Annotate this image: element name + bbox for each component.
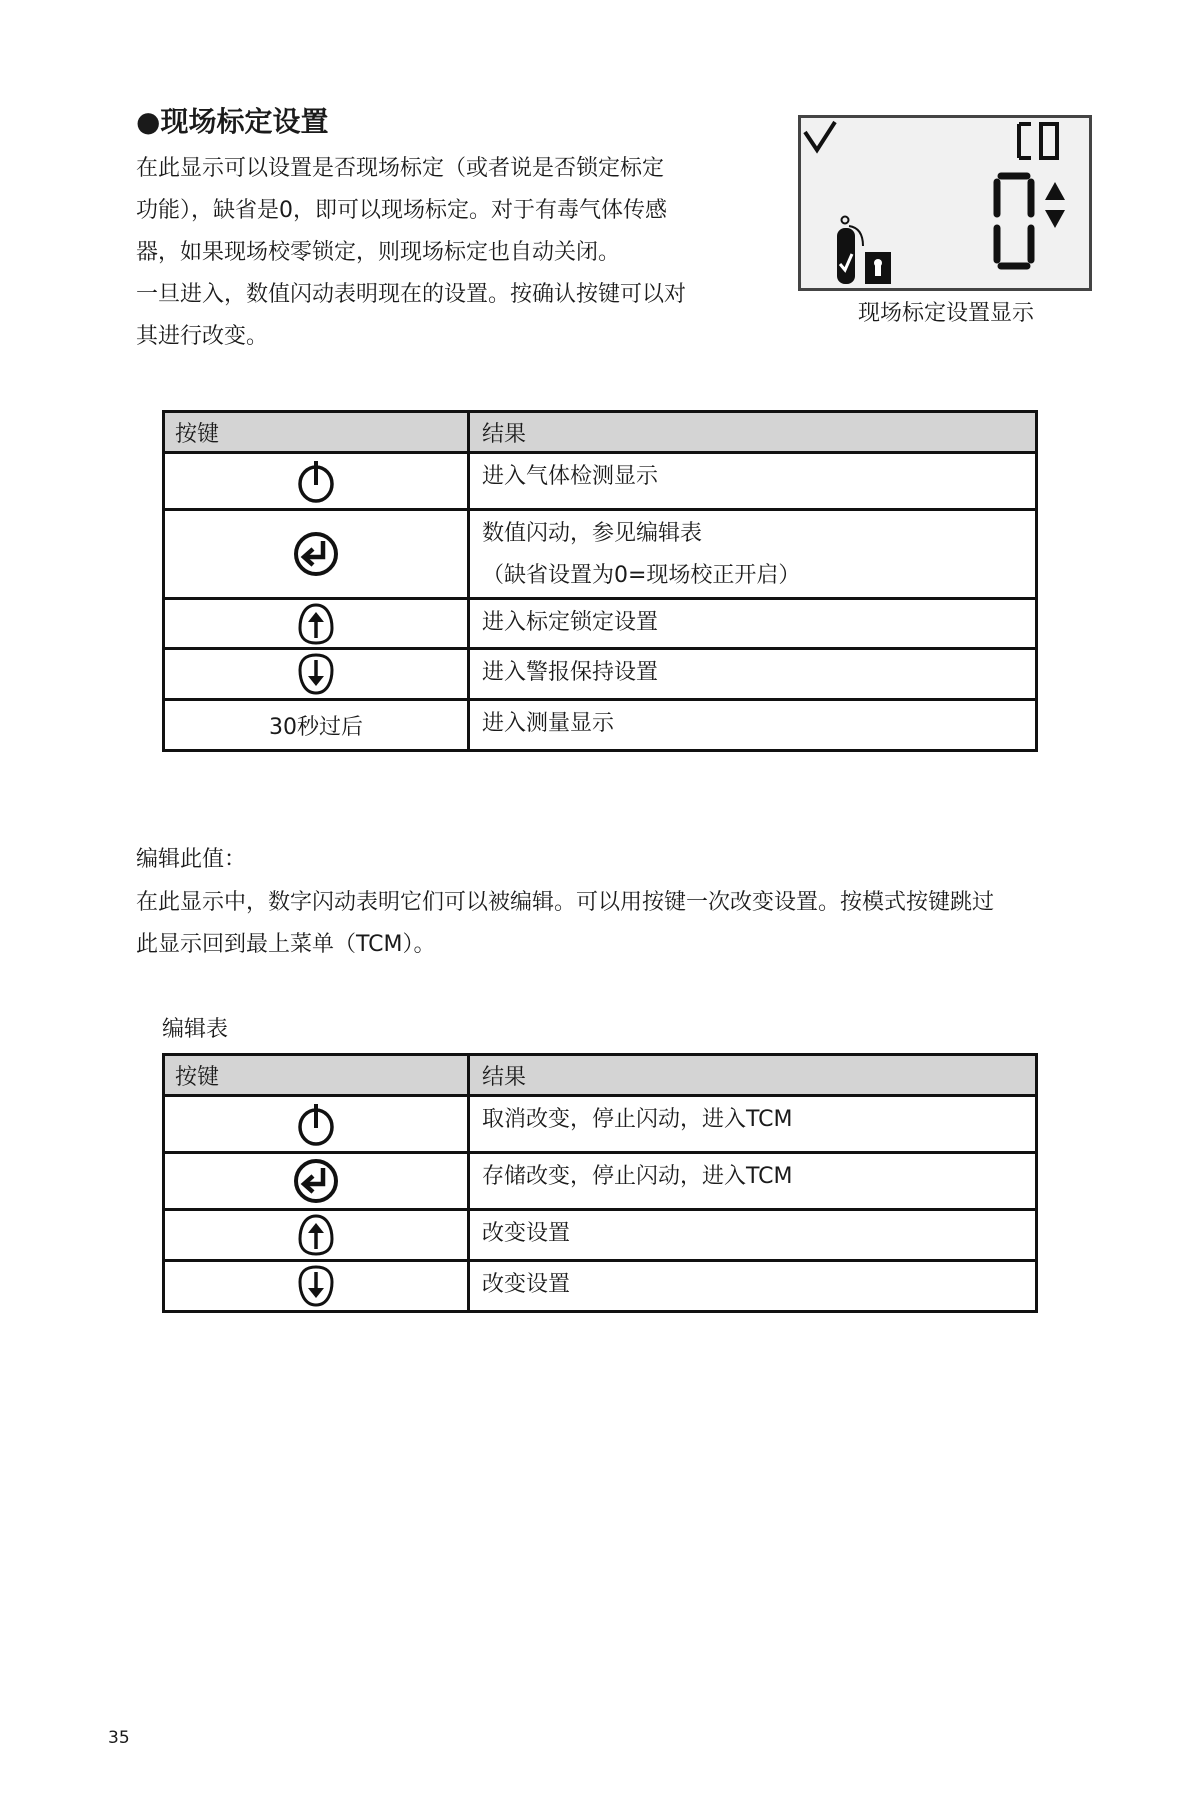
table-row (164, 649, 1037, 700)
value-digit-zero (997, 176, 1031, 266)
header-key: 按键 (164, 412, 469, 453)
key-cell (164, 1261, 469, 1312)
edit-table (162, 1053, 1038, 1313)
down-arrow-icon (296, 1264, 336, 1308)
result-cell: 存储改变，停止闪动，进入TCM (469, 1153, 1037, 1210)
paragraph-line: 在此显示可以设置是否现场标定（或者说是否锁定标定 (136, 156, 665, 181)
key-cell (164, 453, 469, 510)
key-cell (164, 599, 469, 649)
edit-table-label: 编辑表 (162, 1017, 229, 1042)
section-title-text: 现场标定设置 (160, 105, 329, 138)
checkmark-icon (805, 122, 835, 150)
lcd-graphic (801, 118, 1089, 288)
table-row (164, 599, 1037, 649)
enter-icon (293, 531, 339, 577)
lock-icon (865, 252, 891, 284)
result-text: （缺省设置为0=现场校正开启） (482, 563, 801, 588)
intro-paragraph (136, 148, 756, 358)
paragraph-line: 此显示回到最上菜单（TCM）。 (136, 932, 436, 957)
header-result: 结果 (469, 412, 1037, 453)
result-text: 数值闪动，参见编辑表 (482, 521, 703, 546)
paragraph-line: 在此显示中，数字闪动表明它们可以被编辑。可以用按键一次改变设置。按模式按键跳过 (136, 890, 995, 915)
power-icon (296, 1102, 336, 1146)
up-down-arrows-icon (1045, 182, 1065, 228)
table-row (164, 510, 1037, 599)
result-cell: 改变设置 (469, 1210, 1037, 1261)
key-cell (164, 510, 469, 599)
lcd-display (798, 115, 1092, 291)
edit-paragraph (136, 882, 994, 966)
header-key: 按键 (164, 1055, 469, 1096)
table-row (164, 1210, 1037, 1261)
result-text: 进入气体检测显示 (482, 464, 659, 489)
table-row (164, 453, 1037, 510)
table-row (164, 1153, 1037, 1210)
table-header-row (164, 1055, 1037, 1096)
result-cell: 取消改变，停止闪动，进入TCM (469, 1096, 1037, 1153)
key-cell (164, 1096, 469, 1153)
result-cell: 改变设置 (469, 1261, 1037, 1312)
result-text: 进入警报保持设置 (482, 660, 659, 685)
bullet: ● (136, 105, 161, 138)
page-number: 35 (108, 1728, 130, 1748)
keys-table (162, 410, 1038, 752)
key-cell (164, 649, 469, 700)
result-cell (469, 700, 1037, 751)
power-icon (296, 459, 336, 503)
section-title (136, 100, 328, 140)
enter-icon (293, 1158, 339, 1204)
header-result: 结果 (469, 1055, 1037, 1096)
result-cell (469, 510, 1037, 599)
gas-cylinder-check-icon (837, 217, 863, 285)
key-cell (164, 1210, 469, 1261)
result-text: 进入标定锁定设置 (482, 610, 659, 635)
result-cell (469, 599, 1037, 649)
table-row (164, 1261, 1037, 1312)
key-cell (164, 1153, 469, 1210)
table-row (164, 1096, 1037, 1153)
paragraph-line: 一旦进入，数值闪动表明现在的设置。按确认按键可以对 (136, 282, 687, 307)
paragraph-line: 器，如果现场校零锁定，则现场标定也自动关闭。 (136, 240, 621, 265)
up-arrow-icon (296, 602, 336, 646)
down-arrow-icon (296, 652, 336, 696)
key-cell-timeout: 30秒过后 (164, 700, 469, 751)
result-cell (469, 649, 1037, 700)
lcd-caption: 现场标定设置显示 (858, 301, 1035, 326)
up-arrow-icon (296, 1213, 336, 1257)
paragraph-line: 功能），缺省是0，即可以现场标定。对于有毒气体传感 (136, 198, 667, 223)
result-cell (469, 453, 1037, 510)
gas-label-co (1019, 124, 1057, 158)
edit-title: 编辑此值： (136, 847, 247, 872)
table-row (164, 700, 1037, 751)
table-header-row (164, 412, 1037, 453)
result-text: 进入测量显示 (482, 711, 615, 736)
paragraph-line: 其进行改变。 (136, 324, 269, 349)
